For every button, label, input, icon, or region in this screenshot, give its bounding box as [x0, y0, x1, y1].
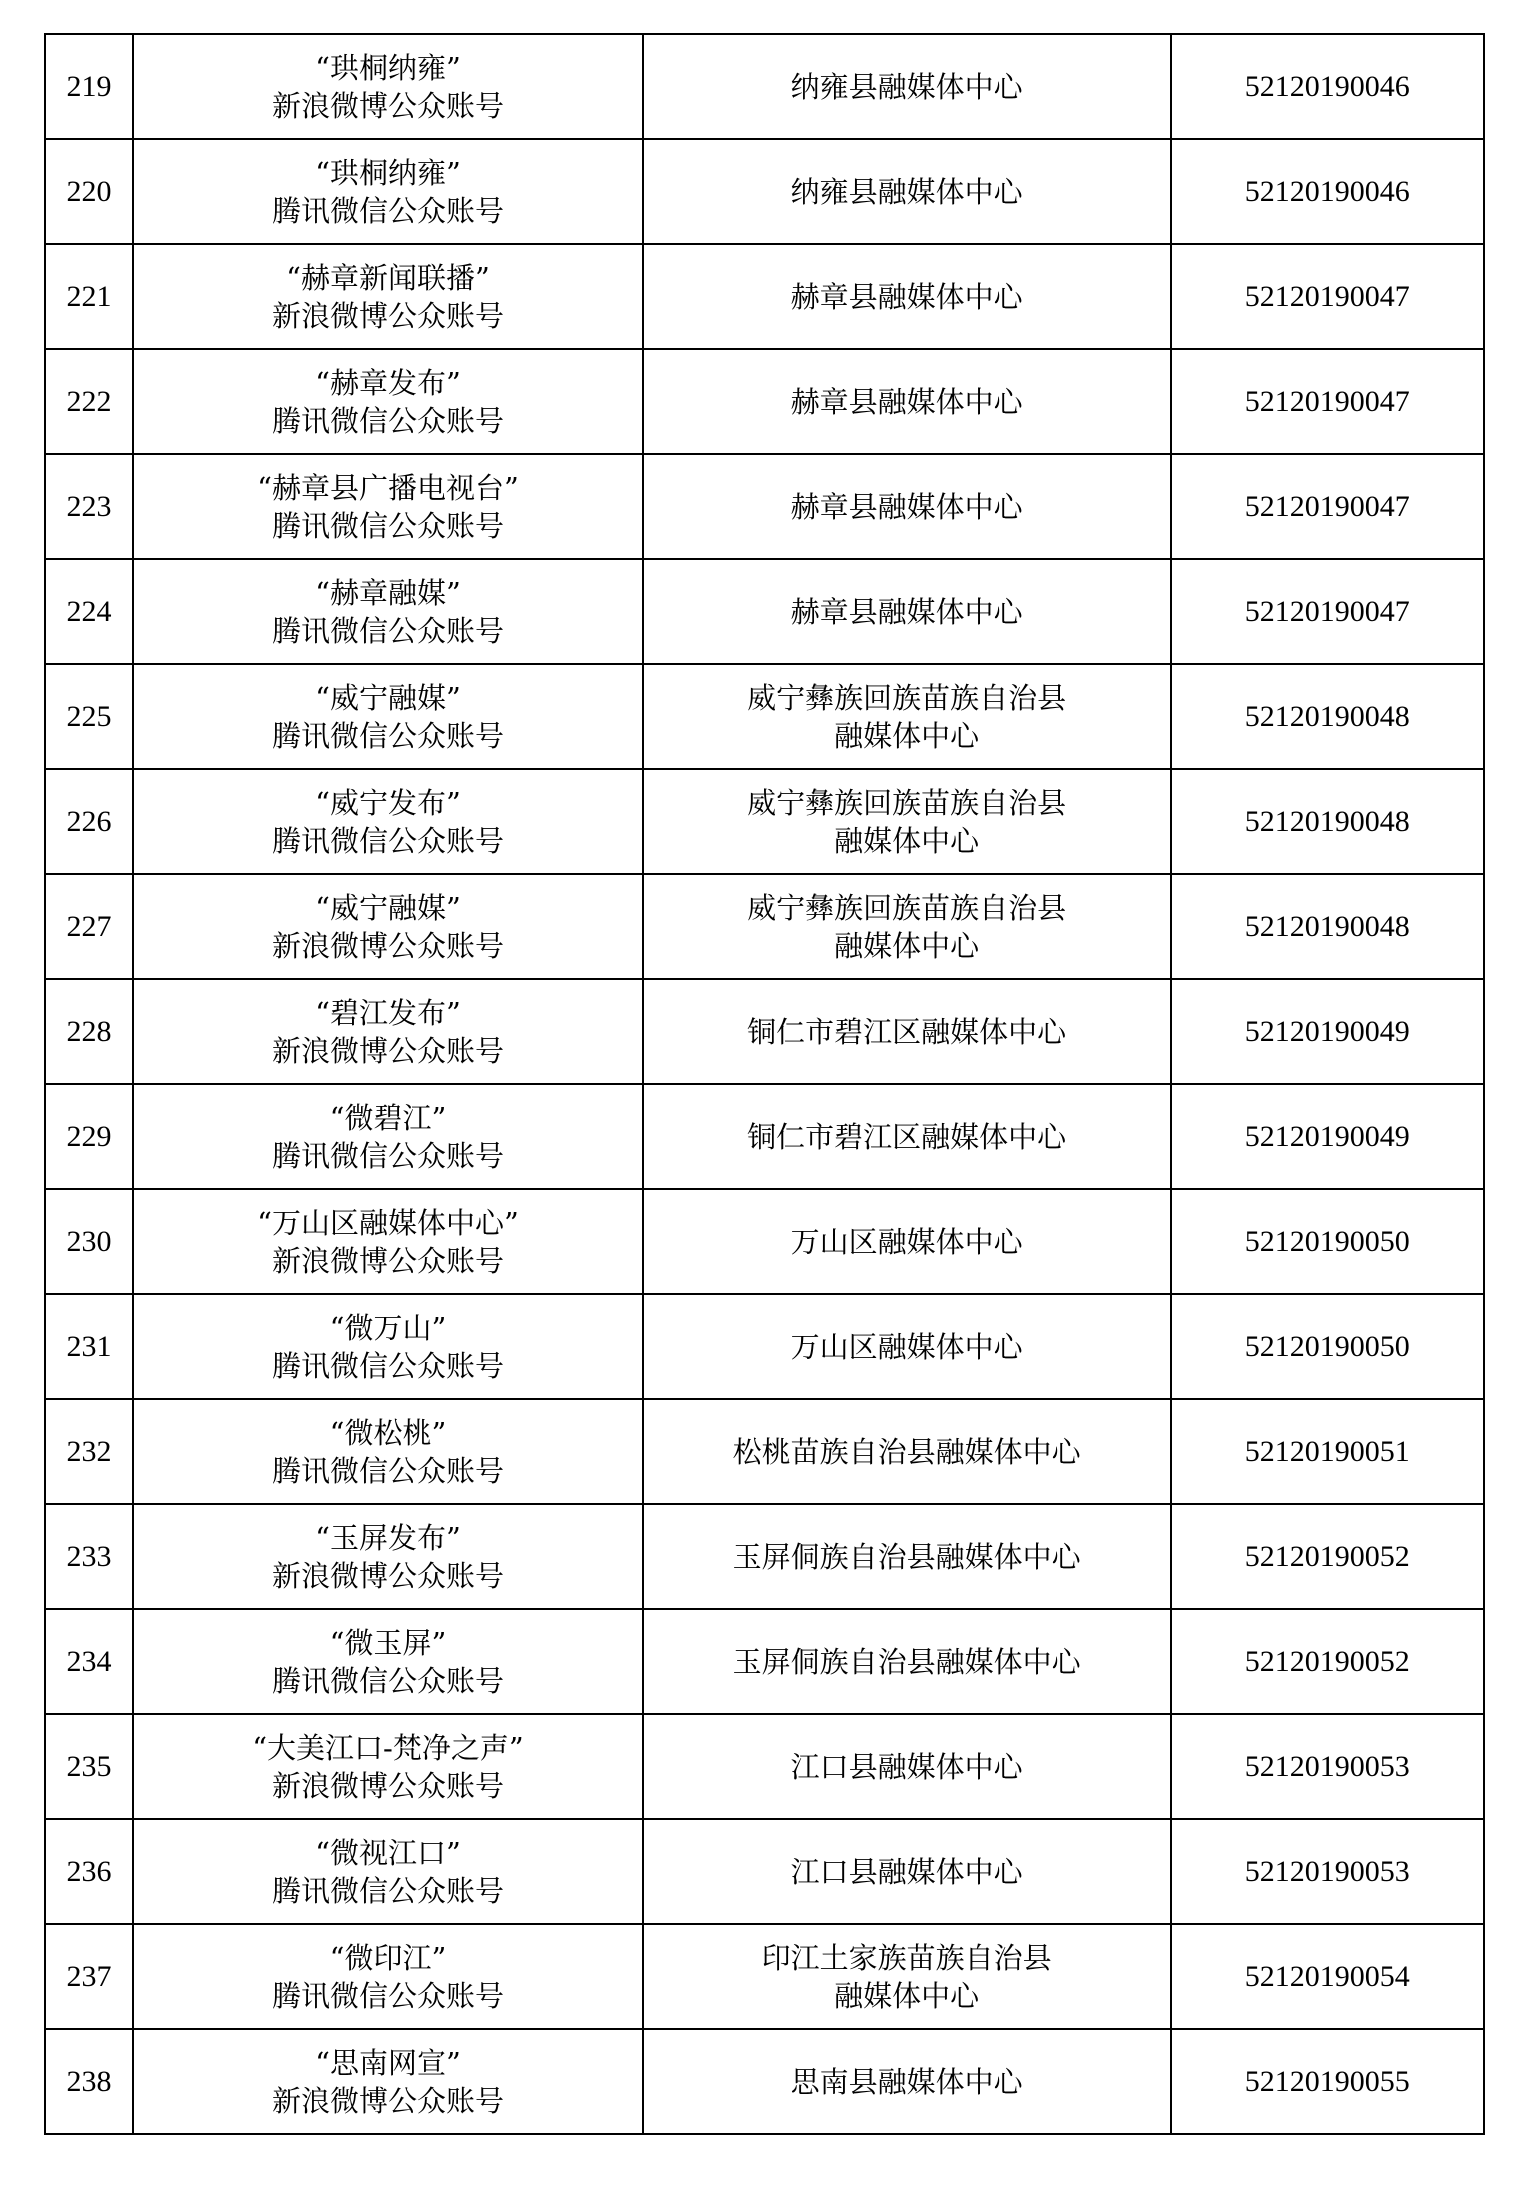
operator-name-line: 纳雍县融媒体中心	[790, 174, 1023, 209]
operator-cell	[643, 874, 1171, 979]
row-number: 234	[45, 1609, 133, 1714]
account-platform: 腾讯微信公众账号	[271, 1138, 504, 1173]
operator-name-line: 铜仁市碧江区融媒体中心	[747, 1119, 1067, 1154]
row-number: 227	[45, 874, 133, 979]
license-code: 52120190050	[1171, 1189, 1484, 1294]
account-name: “微碧江”	[329, 1100, 447, 1135]
account-platform: 腾讯微信公众账号	[271, 193, 504, 228]
operator-name-line: 江口县融媒体中心	[790, 1749, 1023, 1784]
account-cell	[133, 1504, 643, 1609]
table-row	[45, 34, 1484, 139]
table-row	[45, 1609, 1484, 1714]
account-platform: 新浪微博公众账号	[271, 1558, 504, 1593]
account-platform: 新浪微博公众账号	[271, 1768, 504, 1803]
operator-cell	[643, 349, 1171, 454]
account-platform: 新浪微博公众账号	[271, 1243, 504, 1278]
license-code: 52120190048	[1171, 664, 1484, 769]
table-row	[45, 1714, 1484, 1819]
account-name: “珙桐纳雍”	[315, 155, 461, 190]
operator-cell	[643, 1084, 1171, 1189]
operator-cell	[643, 139, 1171, 244]
license-code: 52120190049	[1171, 1084, 1484, 1189]
account-name: “微印江”	[329, 1940, 447, 1975]
operator-name-line: 铜仁市碧江区融媒体中心	[747, 1014, 1067, 1049]
table-row	[45, 1504, 1484, 1609]
operator-name-line: 威宁彝族回族苗族自治县	[747, 890, 1067, 925]
account-platform: 腾讯微信公众账号	[271, 823, 504, 858]
operator-name-line: 思南县融媒体中心	[790, 2064, 1023, 2099]
row-number: 219	[45, 34, 133, 139]
account-cell	[133, 559, 643, 664]
operator-name-line: 赫章县融媒体中心	[790, 489, 1023, 524]
account-name: “威宁发布”	[315, 785, 461, 820]
license-code: 52120190055	[1171, 2029, 1484, 2134]
account-platform: 腾讯微信公众账号	[271, 1348, 504, 1383]
operator-cell	[643, 1504, 1171, 1609]
row-number: 222	[45, 349, 133, 454]
account-platform: 新浪微博公众账号	[271, 1033, 504, 1068]
operator-cell	[643, 1609, 1171, 1714]
operator-name-line: 威宁彝族回族苗族自治县	[747, 680, 1067, 715]
account-name: “赫章融媒”	[315, 575, 461, 610]
account-cell	[133, 1714, 643, 1819]
table-row	[45, 454, 1484, 559]
row-number: 236	[45, 1819, 133, 1924]
account-platform: 腾讯微信公众账号	[271, 403, 504, 438]
table-row	[45, 139, 1484, 244]
operator-cell	[643, 1189, 1171, 1294]
row-number: 226	[45, 769, 133, 874]
account-name: “玉屏发布”	[315, 1520, 461, 1555]
operator-name-line: 赫章县融媒体中心	[790, 279, 1023, 314]
account-cell	[133, 1084, 643, 1189]
row-number: 228	[45, 979, 133, 1084]
account-name: “思南网宣”	[315, 2045, 461, 2080]
operator-cell	[643, 454, 1171, 559]
table-row	[45, 1294, 1484, 1399]
account-cell	[133, 769, 643, 874]
account-platform: 腾讯微信公众账号	[271, 1978, 504, 2013]
account-cell	[133, 874, 643, 979]
table-row	[45, 1084, 1484, 1189]
license-code: 52120190050	[1171, 1294, 1484, 1399]
table-row	[45, 1399, 1484, 1504]
account-name: “微松桃”	[329, 1415, 447, 1450]
table-row	[45, 979, 1484, 1084]
table-row	[45, 874, 1484, 979]
table-row	[45, 2029, 1484, 2134]
account-name: “微视江口”	[315, 1835, 461, 1870]
account-cell	[133, 139, 643, 244]
operator-name-line: 松桃苗族自治县融媒体中心	[732, 1434, 1081, 1469]
license-table	[44, 33, 1485, 2135]
license-code: 52120190049	[1171, 979, 1484, 1084]
account-name: “威宁融媒”	[315, 890, 461, 925]
operator-cell	[643, 1819, 1171, 1924]
account-cell	[133, 1609, 643, 1714]
operator-cell	[643, 979, 1171, 1084]
license-code: 52120190046	[1171, 34, 1484, 139]
account-name: “大美江口-梵净之声”	[252, 1730, 524, 1765]
row-number: 238	[45, 2029, 133, 2134]
license-code: 52120190047	[1171, 244, 1484, 349]
operator-cell	[643, 1294, 1171, 1399]
account-name: “珙桐纳雍”	[315, 50, 461, 85]
license-code: 52120190051	[1171, 1399, 1484, 1504]
operator-name-line: 融媒体中心	[834, 823, 980, 858]
operator-cell	[643, 1714, 1171, 1819]
operator-name-line: 赫章县融媒体中心	[790, 594, 1023, 629]
row-number: 229	[45, 1084, 133, 1189]
operator-cell	[643, 664, 1171, 769]
row-number: 221	[45, 244, 133, 349]
operator-name-line: 万山区融媒体中心	[790, 1329, 1023, 1364]
account-cell	[133, 2029, 643, 2134]
account-cell	[133, 34, 643, 139]
account-platform: 新浪微博公众账号	[271, 298, 504, 333]
table-row	[45, 349, 1484, 454]
operator-name-line: 玉屏侗族自治县融媒体中心	[732, 1644, 1081, 1679]
operator-name-line: 融媒体中心	[834, 718, 980, 753]
row-number: 235	[45, 1714, 133, 1819]
operator-name-line: 万山区融媒体中心	[790, 1224, 1023, 1259]
operator-cell	[643, 244, 1171, 349]
operator-cell	[643, 34, 1171, 139]
license-code: 52120190047	[1171, 559, 1484, 664]
operator-name-line: 江口县融媒体中心	[790, 1854, 1023, 1889]
account-platform: 新浪微博公众账号	[271, 928, 504, 963]
account-name: “赫章新闻联播”	[286, 260, 490, 295]
account-name: “碧江发布”	[315, 995, 461, 1030]
account-cell	[133, 1189, 643, 1294]
operator-cell	[643, 559, 1171, 664]
account-cell	[133, 454, 643, 559]
table-row	[45, 1189, 1484, 1294]
row-number: 223	[45, 454, 133, 559]
account-platform: 腾讯微信公众账号	[271, 1663, 504, 1698]
account-platform: 腾讯微信公众账号	[271, 1453, 504, 1488]
operator-name-line: 玉屏侗族自治县融媒体中心	[732, 1539, 1081, 1574]
account-cell	[133, 664, 643, 769]
account-name: “万山区融媒体中心”	[257, 1205, 519, 1240]
operator-cell	[643, 1924, 1171, 2029]
account-cell	[133, 349, 643, 454]
account-name: “微万山”	[329, 1310, 447, 1345]
table-body	[45, 34, 1484, 2134]
account-cell	[133, 1924, 643, 2029]
license-code: 52120190046	[1171, 139, 1484, 244]
account-name: “微玉屏”	[329, 1625, 447, 1660]
table-row	[45, 1819, 1484, 1924]
account-platform: 腾讯微信公众账号	[271, 508, 504, 543]
account-cell	[133, 1294, 643, 1399]
table-row	[45, 559, 1484, 664]
row-number: 232	[45, 1399, 133, 1504]
license-code: 52120190054	[1171, 1924, 1484, 2029]
row-number: 231	[45, 1294, 133, 1399]
operator-name-line: 纳雍县融媒体中心	[790, 69, 1023, 104]
operator-name-line: 融媒体中心	[834, 1978, 980, 2013]
table-row	[45, 1924, 1484, 2029]
operator-cell	[643, 1399, 1171, 1504]
operator-name-line: 威宁彝族回族苗族自治县	[747, 785, 1067, 820]
row-number: 220	[45, 139, 133, 244]
operator-name-line: 赫章县融媒体中心	[790, 384, 1023, 419]
table-row	[45, 769, 1484, 874]
license-code: 52120190047	[1171, 349, 1484, 454]
account-platform: 新浪微博公众账号	[271, 2083, 504, 2118]
account-platform: 新浪微博公众账号	[271, 88, 504, 123]
row-number: 230	[45, 1189, 133, 1294]
license-code: 52120190048	[1171, 874, 1484, 979]
row-number: 237	[45, 1924, 133, 2029]
account-cell	[133, 1399, 643, 1504]
account-cell	[133, 979, 643, 1084]
operator-name-line: 印江土家族苗族自治县	[761, 1940, 1052, 1975]
row-number: 224	[45, 559, 133, 664]
operator-cell	[643, 769, 1171, 874]
account-platform: 腾讯微信公众账号	[271, 1873, 504, 1908]
account-platform: 腾讯微信公众账号	[271, 613, 504, 648]
license-code: 52120190048	[1171, 769, 1484, 874]
license-code: 52120190053	[1171, 1819, 1484, 1924]
account-name: “赫章县广播电视台”	[257, 470, 519, 505]
license-code: 52120190052	[1171, 1609, 1484, 1714]
operator-cell	[643, 2029, 1171, 2134]
account-platform: 腾讯微信公众账号	[271, 718, 504, 753]
operator-name-line: 融媒体中心	[834, 928, 980, 963]
license-code: 52120190052	[1171, 1504, 1484, 1609]
license-code: 52120190053	[1171, 1714, 1484, 1819]
license-code: 52120190047	[1171, 454, 1484, 559]
table-row	[45, 244, 1484, 349]
account-cell	[133, 244, 643, 349]
account-cell	[133, 1819, 643, 1924]
account-name: “赫章发布”	[315, 365, 461, 400]
row-number: 233	[45, 1504, 133, 1609]
account-name: “威宁融媒”	[315, 680, 461, 715]
row-number: 225	[45, 664, 133, 769]
table-row	[45, 664, 1484, 769]
